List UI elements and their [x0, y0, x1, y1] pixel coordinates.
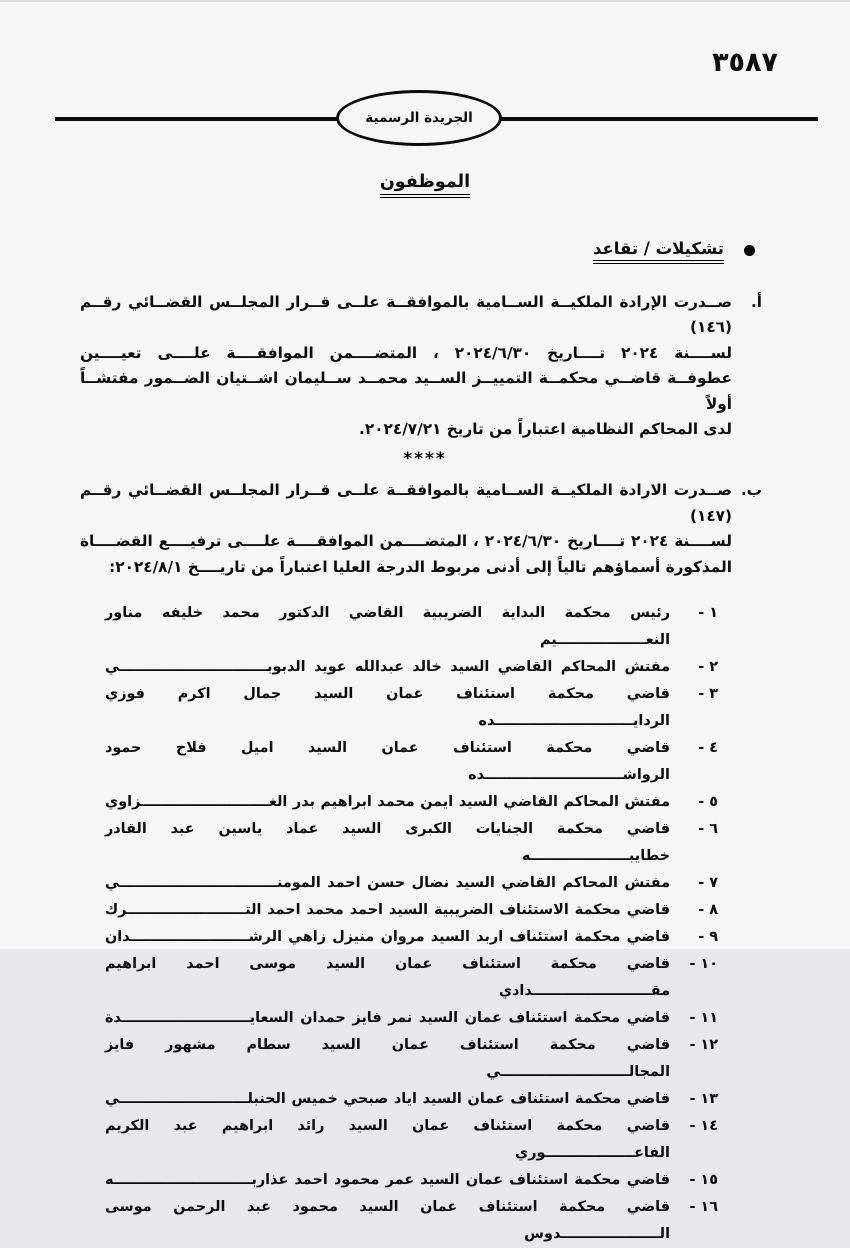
judge-text: قاضي محكمة استئناف عمان السيد رائد ابراهيم عبد الكريم الفاعــــــــــــــــــوري	[105, 1118, 670, 1162]
judge-row	[105, 1113, 718, 1167]
judge-number: ١٦ -	[689, 1199, 718, 1216]
gazette-label: الجريدة الرسمية	[365, 110, 473, 126]
judge-row	[105, 951, 718, 1005]
judge-row	[105, 600, 718, 654]
judge-text: قاضي محكمة استئناف عمان السيد اميل فلاح حمود الرواشــــــــــــــــــــــــــــده	[105, 740, 670, 784]
subsection-title: تشكيلات / تقاعد	[593, 239, 724, 261]
judge-number: ٤ -	[698, 740, 718, 757]
judge-text: قاضي محكمة استئناف اربد السيد مروان منيزل زاهي الرشــــــــــــــــــــــــدان	[105, 929, 670, 946]
gazette-header	[0, 88, 850, 152]
paragraph-b-marker: ب.	[740, 481, 762, 500]
judge-number: ١٤ -	[689, 1118, 718, 1135]
paragraph-b-body	[80, 478, 732, 580]
judge-number: ١١ -	[689, 1010, 718, 1027]
paragraph-line: عطوفــة قاضــي محكمــة التمييــز الســيد محمــد ســليمان اشــتيان الضــمور مفتشــاً أولاً	[80, 369, 732, 413]
judge-number: ١ -	[698, 605, 718, 622]
judge-text: قاضي محكمة استئناف عمان السيد اياد صبحي خميس الحنبلــــــــــــــــــــــــــي	[105, 1091, 670, 1108]
judge-number: ٧ -	[698, 875, 718, 892]
judge-text: قاضي محكمة الاستئناف الضريبية السيد احمد محمد احمد التــــــــــــــــــــــــرك	[105, 902, 670, 919]
paragraph-b	[80, 478, 762, 580]
judge-text: قاضي محكمة استئناف عمان السيد نمر فايز حمدان السعايــــــــــــــــــــــــــدة	[105, 1010, 670, 1027]
judge-row	[105, 1005, 718, 1032]
page-number: ٣٥٨٧	[712, 47, 778, 78]
judges-list	[105, 600, 718, 1248]
judge-number: ٢ -	[698, 659, 718, 676]
judge-text: قاضي محكمة الجنايات الكبرى السيد عماد ياسين عبد القادر خطايبــــــــــــــــــــه	[105, 821, 670, 865]
judge-row	[105, 1194, 718, 1248]
judge-number: ١٣ -	[689, 1091, 718, 1108]
judge-row	[105, 924, 718, 951]
judge-text: قاضي محكمة استئناف عمان السيد موسى احمد ابراهيم مقــــــــــــــــــــــــدادي	[105, 956, 670, 1000]
judge-row	[105, 1032, 718, 1086]
paragraph-line: صــدرت الإرادة الملكيــة الســامية بالموافقــة علــى قــرار المجلــس القضــائي رقــم (١٤٦)	[80, 293, 732, 337]
judge-row	[105, 870, 718, 897]
subsection-heading	[0, 236, 755, 264]
paragraph-line: لدى المحاكم النظامية اعتباراً من تاريخ ٢٠٢٤/٧/٢١.	[359, 420, 732, 439]
judge-number: ١٠ -	[689, 956, 718, 973]
judge-row	[105, 654, 718, 681]
judge-text: قاضي محكمة استئناف عمان السيد عمر محمود احمد عذاربــــــــــــــــــــــــــــه	[105, 1172, 670, 1189]
judge-row	[105, 1167, 718, 1194]
judge-number: ٦ -	[698, 821, 718, 838]
judge-text: قاضي محكمة استئناف عمان السيد سطام مشهور فايز المجالــــــــــــــــــــــــــي	[105, 1037, 670, 1081]
judge-number: ٨ -	[698, 902, 718, 919]
judge-number: ١٥ -	[689, 1172, 718, 1189]
judge-row	[105, 681, 718, 735]
gazette-oval	[336, 90, 502, 146]
paragraph-a-marker: أ.	[750, 293, 762, 311]
section-heading	[0, 172, 850, 206]
judge-number: ٩ -	[698, 929, 718, 946]
judge-text: مفتش المحاكم القاضي السيد ايمن محمد ابراهيم بدر الغــــــــــــــــــــــــــزاوي	[105, 794, 670, 811]
bullet-icon	[744, 245, 755, 256]
paragraph-line: المذكورة أسماؤهم تالياً إلى أدنى مربوط الدرجة العليا اعتباراً من تاريــــخ ٢٠٢٤/٨/١:	[109, 557, 732, 576]
judge-row	[105, 1086, 718, 1113]
judge-row	[105, 735, 718, 789]
judge-row	[105, 897, 718, 924]
judge-number: ١٢ -	[689, 1037, 718, 1054]
judge-row	[105, 789, 718, 816]
judge-text: قاضي محكمة استئناف عمان السيد محمود عبد الرحمن موسى الــــــــــــــــــــدوس	[105, 1199, 670, 1243]
judge-number: ٣ -	[698, 686, 718, 703]
judge-text: قاضي محكمة استئناف عمان السيد جمال اكرم فوزي الردايــــــــــــــــــــــــــــده	[105, 686, 670, 730]
judge-number: ٥ -	[698, 794, 718, 811]
paragraph-line: صــدرت الارادة الملكيــة الســامية بالموافقــة علــى قــرار المجلــس القضــائي رقــم (١٤٧)	[80, 481, 732, 525]
stars-separator: ****	[403, 449, 447, 470]
section-title: الموظفون	[380, 172, 470, 195]
judge-text: مفتش المحاكم القاضي السيد خالد عبدالله عويد الدبوبــــــــــــــــــــــــــــــي	[105, 659, 670, 676]
judge-text: رئيس محكمة البداية الضريبية القاضي الدكتور محمد خليفه مناور النعــــــــــــــــــيم	[105, 605, 670, 649]
judge-row	[105, 816, 718, 870]
paragraph-a	[80, 290, 762, 442]
paragraph-a-body	[80, 290, 732, 442]
judge-text: مفتش المحاكم القاضي السيد نضال حسن احمد المومنــــــــــــــــــــــــــــــــي	[105, 875, 670, 892]
paragraph-line: لســــنة ٢٠٢٤ تــــاريخ ٢٠٢٤/٦/٣٠ ، المتضــــمن الموافقــــة علــــى تعيــــين	[80, 343, 732, 362]
paragraph-line: لســــنة ٢٠٢٤ تــــاريخ ٢٠٢٤/٦/٣٠ ، المتضــــمن الموافقــــة علــــى ترفيــــع القضــــاة	[80, 532, 732, 551]
